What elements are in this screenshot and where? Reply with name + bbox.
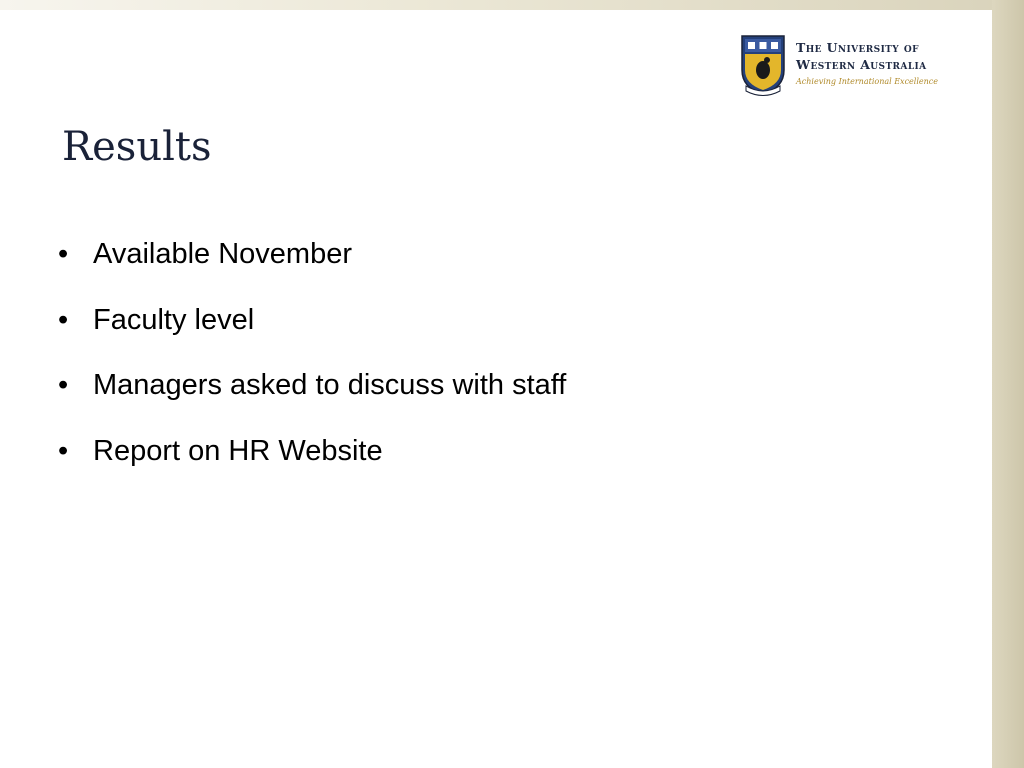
bullet-text: Faculty level xyxy=(93,303,255,336)
bullet-list xyxy=(58,238,566,500)
slide-frame-top xyxy=(0,0,1024,10)
slide-frame-right xyxy=(992,0,1024,768)
bullet-text: Managers asked to discuss with staff xyxy=(93,369,567,401)
bullet-item xyxy=(58,304,566,337)
logo-line-2: Western Australia xyxy=(796,57,927,72)
bullet-dot-icon: • xyxy=(58,369,69,401)
logo-line-1: The University of xyxy=(796,40,919,55)
logo-tagline: Achieving International Excellence xyxy=(796,77,939,86)
bullet-text: Available November xyxy=(93,238,352,270)
slide-title: Results xyxy=(62,124,212,170)
bullet-text: Report on HR Website xyxy=(93,434,383,467)
bullet-item xyxy=(58,238,566,271)
bullet-item xyxy=(58,369,566,402)
bullet-dot-icon: • xyxy=(58,303,69,336)
bullet-dot-icon: • xyxy=(58,238,69,270)
bullet-dot-icon: • xyxy=(58,434,69,467)
bullet-item xyxy=(58,435,566,468)
university-logo xyxy=(740,34,960,98)
university-crest-icon xyxy=(740,34,786,96)
